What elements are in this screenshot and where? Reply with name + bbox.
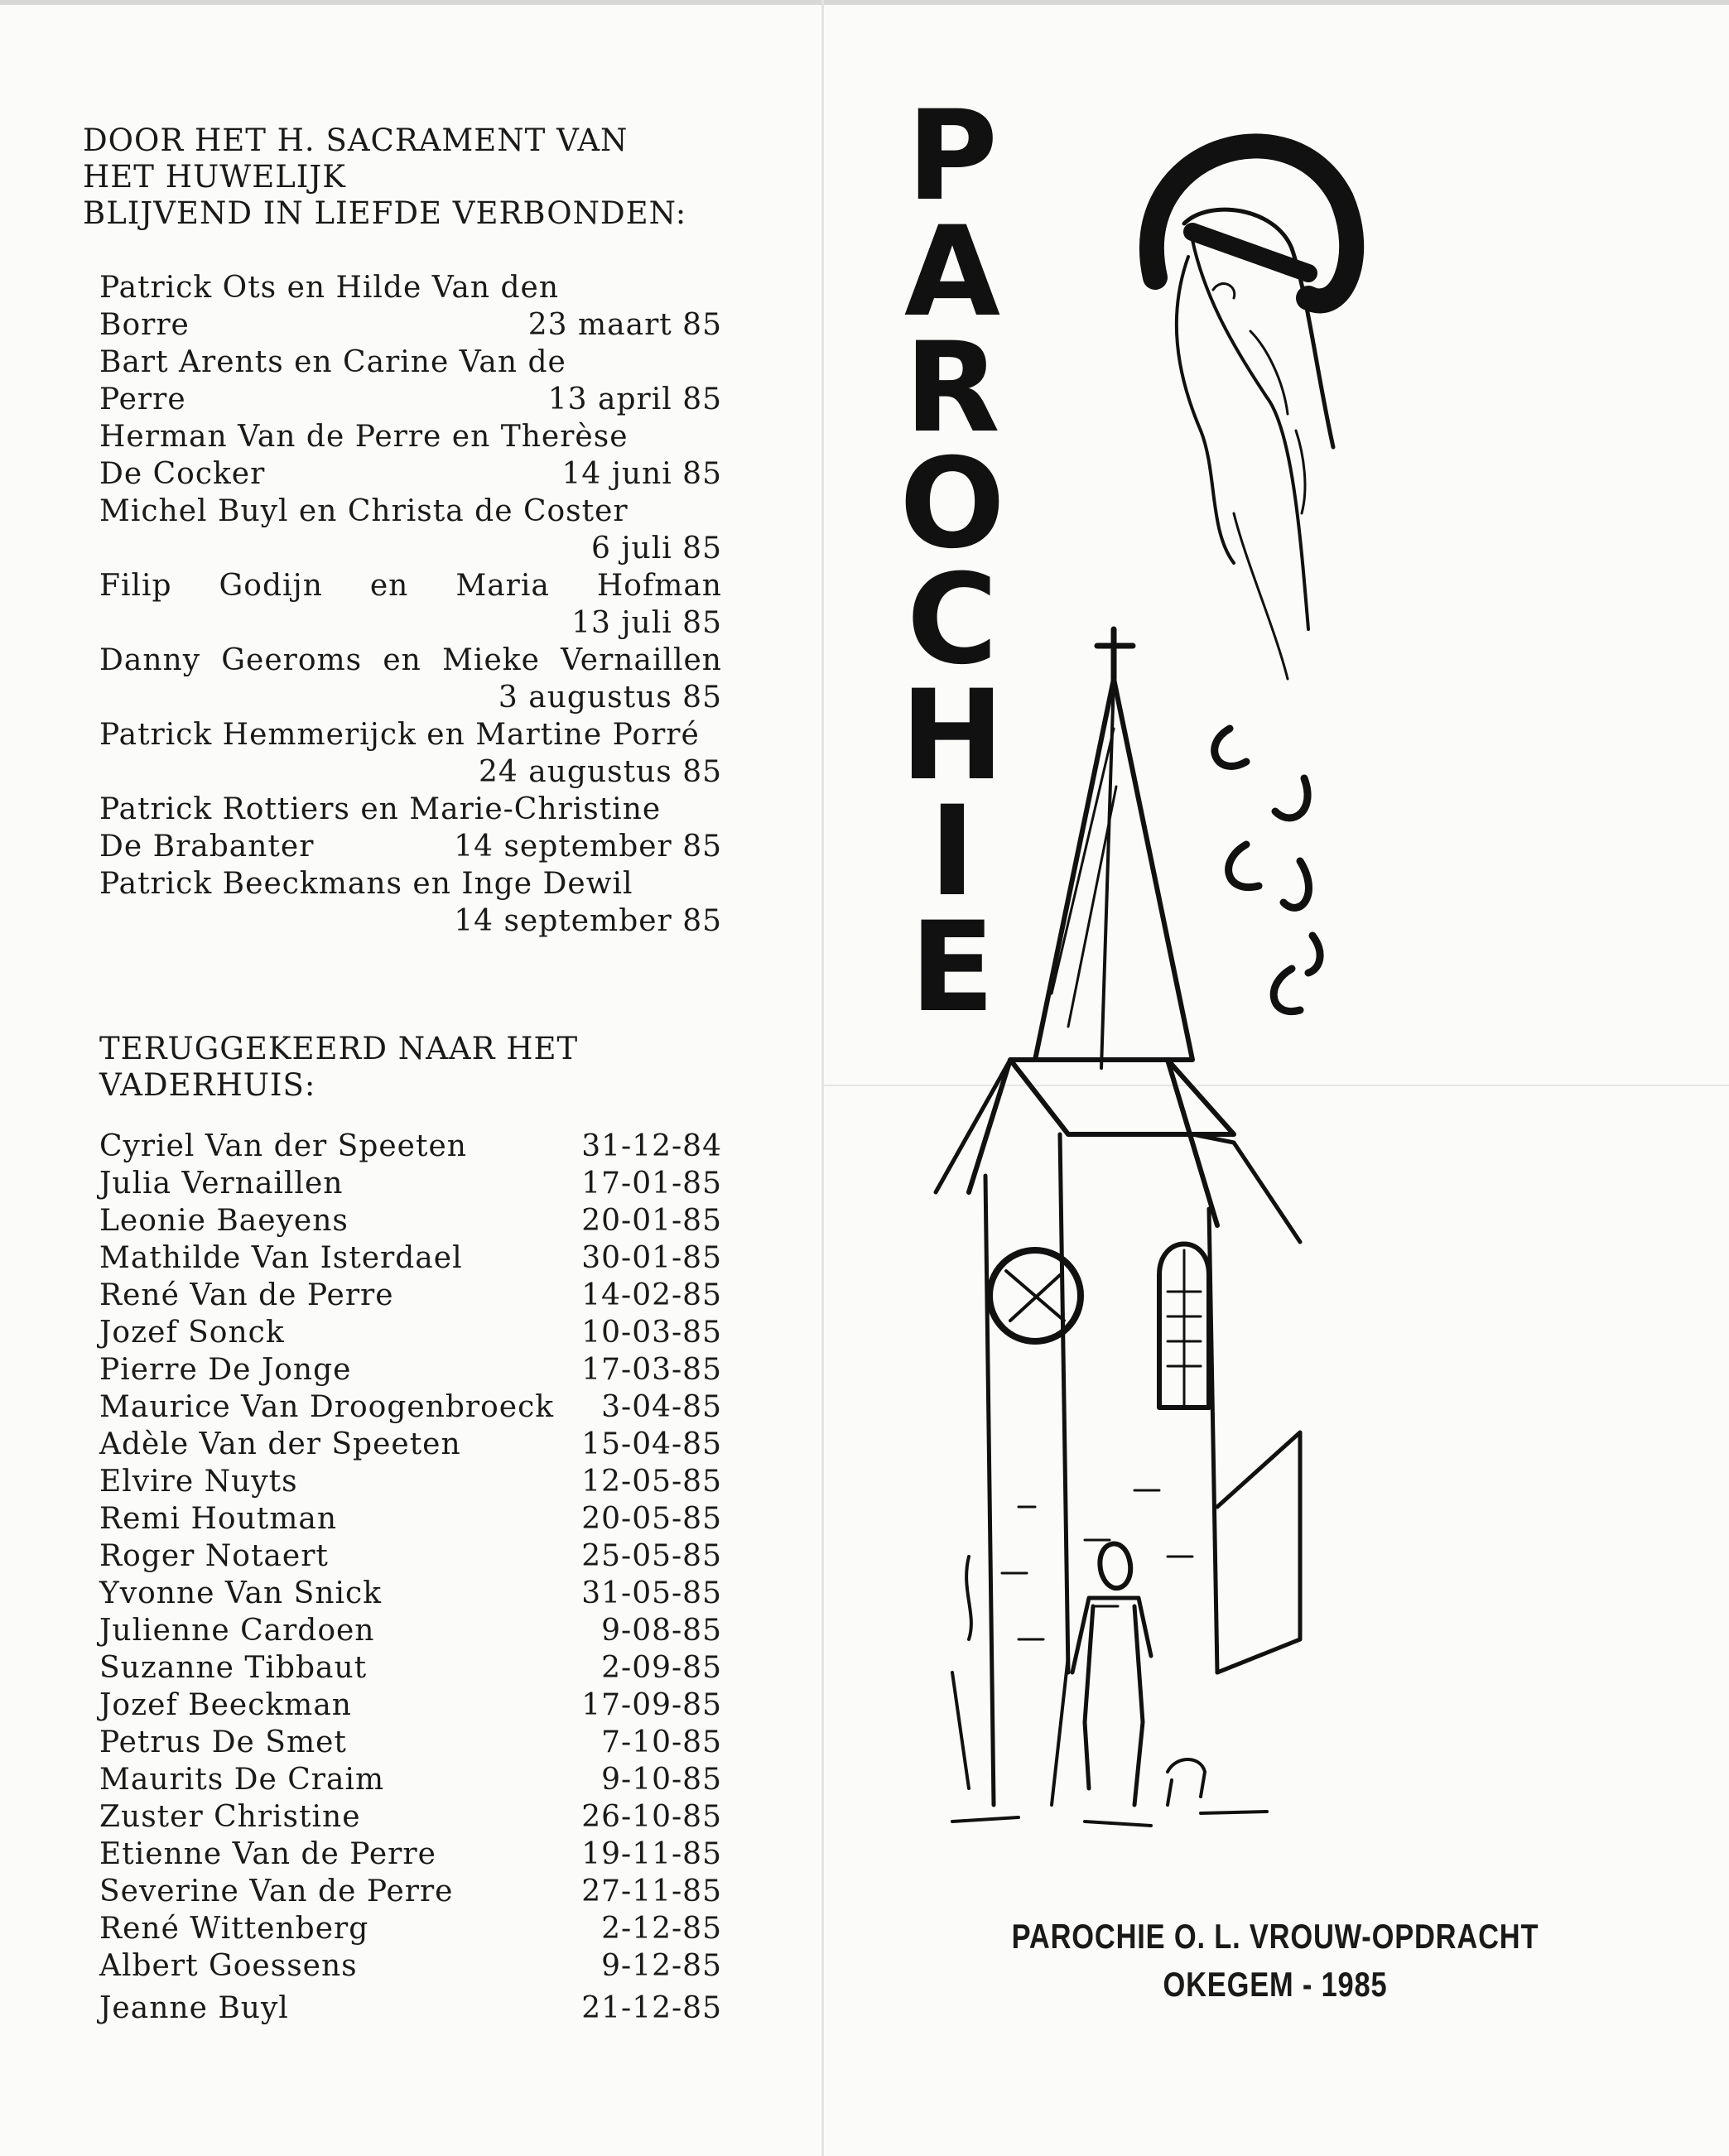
- deceased-name: Petrus De Smet: [99, 1725, 347, 1759]
- marriage-date: 6 juli 85: [591, 532, 722, 565]
- marriage-entry: [99, 493, 722, 567]
- marriage-date: 23 maart 85: [527, 308, 722, 342]
- deceased-entry: [99, 1873, 722, 1910]
- deceased-name: Julienne Cardoen: [99, 1614, 375, 1648]
- deceased-name: René Van de Perre: [99, 1278, 394, 1312]
- deceased-date: 31-05-85: [581, 1576, 722, 1610]
- deceased-entry: [99, 1165, 722, 1202]
- deceased-date: 30-01-85: [581, 1241, 722, 1275]
- madonna-drawing: [1152, 146, 1351, 679]
- marriage-date: 14 juni 85: [561, 457, 722, 491]
- marriage-couple: Patrick Beeckmans en Inge Dewil: [99, 867, 633, 901]
- marriage-couple: Patrick Hemmerijck en Martine Porré: [99, 718, 700, 752]
- deceased-date: 17-01-85: [581, 1167, 722, 1201]
- title-letter: C: [906, 548, 999, 692]
- vertical-title: [899, 84, 1005, 1040]
- deceased-entry: [99, 1202, 722, 1239]
- deceased-entry: [99, 1798, 722, 1836]
- marriage-name-continued: Perre: [99, 383, 186, 416]
- deceased-entry: [99, 1612, 722, 1649]
- deceased-name: Pierre De Jonge: [99, 1353, 352, 1387]
- title-letter: E: [909, 896, 995, 1040]
- marriage-entry: [99, 642, 722, 716]
- marriage-date-line: [99, 753, 722, 791]
- deceased-entry: [99, 1314, 722, 1351]
- deceased-date: 17-03-85: [581, 1353, 722, 1387]
- marriages-heading-line: BLIJVEND IN LIEFDE VERBONDEN:: [83, 195, 687, 231]
- marriage-entry: [99, 716, 722, 791]
- deceased-name: René Wittenberg: [99, 1912, 369, 1946]
- marriages-heading: [83, 123, 745, 232]
- deceased-date: 2-09-85: [601, 1651, 722, 1685]
- deceased-name: Maurits De Craim: [99, 1763, 385, 1797]
- deceased-name: Roger Notaert: [99, 1539, 329, 1573]
- deceased-date: 19-11-85: [581, 1837, 722, 1871]
- deceased-entry: [99, 1836, 722, 1873]
- marriage-date-line: [99, 828, 722, 865]
- deceased-heading: [99, 1031, 729, 1104]
- marriage-entry: [99, 344, 722, 418]
- marriage-date-line: [99, 902, 722, 940]
- title-letter: A: [903, 200, 1001, 344]
- deceased-entry: [99, 1500, 722, 1538]
- deceased-entry: [99, 1426, 722, 1463]
- deceased-name: Maurice Van Droogenbroeck: [99, 1390, 555, 1424]
- marriage-date: 13 juli 85: [571, 606, 722, 640]
- title-letter: H: [900, 664, 1004, 808]
- deceased-name: Leonie Baeyens: [99, 1204, 349, 1238]
- deceased-entry: [99, 1463, 722, 1500]
- cover-footer: [936, 1913, 1615, 2009]
- marriage-couple: Patrick Ots en Hilde Van den: [99, 271, 560, 305]
- marriage-name-continued: De Brabanter: [99, 830, 315, 864]
- deceased-entry: [99, 1990, 722, 2027]
- deceased-entry: [99, 1910, 722, 1947]
- deceased-entry: [99, 1388, 722, 1426]
- marriage-date: 24 augustus 85: [479, 755, 722, 789]
- parish-name: PAROCHIE O. L. VROUW-OPDRACHT: [1011, 1917, 1539, 1956]
- deceased-date: 20-01-85: [581, 1204, 722, 1238]
- deceased-entry: [99, 1947, 722, 1985]
- deceased-entry: [99, 1649, 722, 1687]
- marriages-list: [99, 269, 722, 940]
- deceased-name: Suzanne Tibbaut: [99, 1651, 368, 1685]
- deceased-heading-line: VADERHUIS:: [99, 1067, 316, 1103]
- deceased-date: 3-04-85: [601, 1390, 722, 1424]
- deceased-date: 2-12-85: [601, 1912, 722, 1946]
- title-letter: I: [929, 780, 975, 924]
- deceased-date: 9-10-85: [601, 1763, 722, 1797]
- deceased-name: Mathilde Van Isterdael: [99, 1241, 463, 1275]
- deceased-name: Cyriel Van der Speeten: [99, 1129, 467, 1163]
- decorative-swirls: [1215, 729, 1320, 1012]
- deceased-date: 14-02-85: [581, 1278, 722, 1312]
- marriage-entry: [99, 567, 722, 642]
- deceased-date: 26-10-85: [581, 1800, 722, 1834]
- marriage-couple: Patrick Rottiers en Marie-Christine: [99, 792, 662, 826]
- deceased-list: [99, 1128, 722, 2027]
- deceased-entry: [99, 1128, 722, 1165]
- deceased-entry: [99, 1724, 722, 1761]
- marriage-date-line: [99, 604, 722, 642]
- title-letter: O: [899, 432, 1005, 576]
- marriage-entry: [99, 269, 722, 344]
- place-and-year: OKEGEM - 1985: [1163, 1965, 1388, 2004]
- deceased-name: Adèle Van der Speeten: [99, 1427, 461, 1461]
- deceased-name: Severine Van de Perre: [99, 1874, 454, 1908]
- deceased-name: Jeanne Buyl: [99, 1991, 289, 2025]
- deceased-date: 7-10-85: [601, 1725, 722, 1759]
- deceased-date: 20-05-85: [581, 1502, 722, 1536]
- deceased-name: Remi Houtman: [99, 1502, 338, 1536]
- deceased-entry: [99, 1575, 722, 1612]
- marriage-date-line: [99, 381, 722, 418]
- deceased-name: Yvonne Van Snick: [99, 1576, 383, 1610]
- deceased-entry: [99, 1761, 722, 1798]
- marriage-date-line: [99, 455, 722, 493]
- deceased-date: 15-04-85: [581, 1427, 722, 1461]
- cover-illustration: [899, 84, 1366, 1888]
- deceased-date: 9-12-85: [601, 1949, 722, 1983]
- marriage-couple: Michel Buyl en Christa de Coster: [99, 494, 629, 528]
- marriage-date-line: [99, 679, 722, 716]
- marriage-couple: Bart Arents en Carine Van de: [99, 345, 566, 379]
- deceased-date: 31-12-84: [581, 1129, 722, 1163]
- vertical-fold-line: [821, 0, 824, 2156]
- deceased-name: Albert Goessens: [99, 1949, 358, 1983]
- marriage-name-continued: Borre: [99, 308, 190, 342]
- marriage-date-line: [99, 530, 722, 567]
- title-letter: P: [907, 84, 998, 229]
- deceased-date: 21-12-85: [581, 1991, 722, 2025]
- marriages-heading-line: HET HUWELIJK: [83, 159, 346, 195]
- marriage-date: 13 april 85: [547, 383, 722, 416]
- deceased-date: 12-05-85: [581, 1465, 722, 1499]
- deceased-name: Julia Vernaillen: [99, 1167, 344, 1201]
- deceased-entry: [99, 1239, 722, 1277]
- deceased-entry: [99, 1351, 722, 1388]
- marriage-date: 14 september 85: [454, 904, 722, 938]
- deceased-name: Jozef Beeckman: [99, 1688, 352, 1722]
- marriage-couple: Herman Van de Perre en Therèse: [99, 420, 629, 454]
- deceased-name: Elvire Nuyts: [99, 1465, 298, 1499]
- marriage-date-line: [99, 306, 722, 344]
- marriage-entry: [99, 418, 722, 493]
- marriage-entry: [99, 791, 722, 865]
- deceased-date: 27-11-85: [581, 1874, 722, 1908]
- marriage-date: 3 augustus 85: [498, 681, 722, 715]
- deceased-entry: [99, 1538, 722, 1575]
- deceased-date: 25-05-85: [581, 1539, 722, 1573]
- marriage-couple: Filip Godijn en Maria Hofman: [99, 569, 722, 603]
- deceased-name: Jozef Sonck: [99, 1316, 285, 1350]
- title-letter: R: [904, 316, 1000, 460]
- marriage-date: 14 september 85: [454, 830, 722, 864]
- deceased-date: 10-03-85: [581, 1316, 722, 1350]
- paper-top-edge: [0, 0, 1729, 5]
- marriages-heading-line: DOOR HET H. SACRAMENT VAN: [83, 123, 629, 158]
- church-drawing: [936, 629, 1300, 1826]
- deceased-name: Etienne Van de Perre: [99, 1837, 436, 1871]
- deceased-name: Zuster Christine: [99, 1800, 361, 1834]
- deceased-entry: [99, 1277, 722, 1314]
- deceased-entry: [99, 1687, 722, 1724]
- deceased-heading-line: TERUGGEKEERD NAAR HET: [99, 1031, 579, 1066]
- marriage-name-continued: De Cocker: [99, 457, 266, 491]
- deceased-date: 17-09-85: [581, 1688, 722, 1722]
- deceased-date: 9-08-85: [601, 1614, 722, 1648]
- marriage-entry: [99, 865, 722, 940]
- marriage-couple: Danny Geeroms en Mieke Vernaillen: [99, 643, 722, 677]
